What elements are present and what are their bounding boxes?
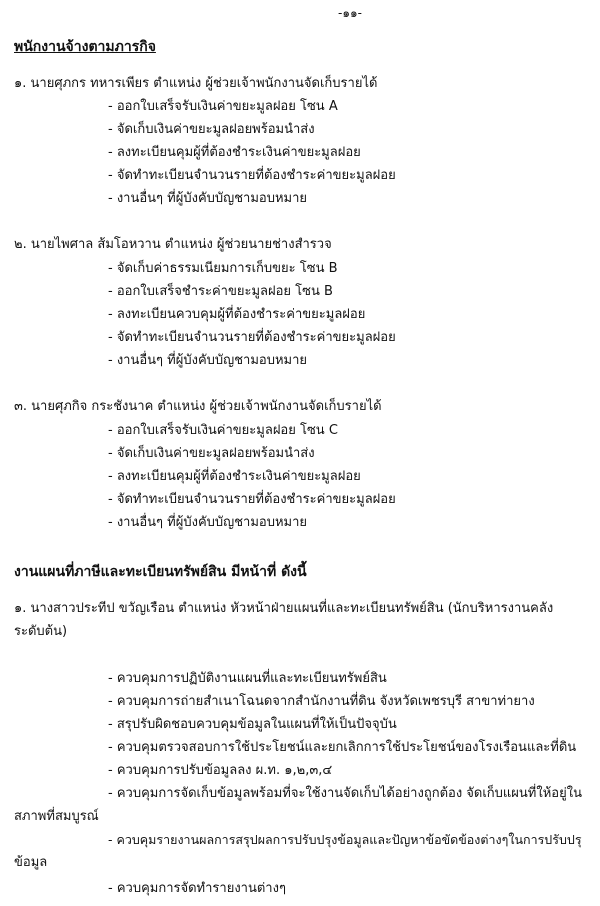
- employee-3-duty-5: - งานอื่นๆ ที่ผู้บังคับบัญชามอบหมาย: [108, 515, 308, 530]
- employee-2-duty-4: - จัดทำทะเบียนจำนวนรายที่ต้องชำระค่าขยะมูลฝอย: [108, 330, 396, 345]
- section2-duty-7: - ควบคุมรายงานผลการสรุปผลการปรับปรุงข้อมูลและปัญหาข้อขัดข้องต่างๆในการปรับปรุ: [108, 832, 582, 847]
- section2-duty-7-cont: ข้อมูล: [14, 855, 48, 870]
- employee-1-duty-4: - จัดทำทะเบียนจำนวนรายที่ต้องชำระค่าขยะมูลฝอย: [108, 168, 396, 183]
- employee-1-duty-5: - งานอื่นๆ ที่ผู้บังคับบัญชามอบหมาย: [108, 191, 308, 206]
- employee-3-duty-4: - จัดทำทะเบียนจำนวนรายที่ต้องชำระค่าขยะมูลฝอย: [108, 492, 396, 507]
- section-heading-contract-staff: พนักงานจ้างตามภารกิจ: [14, 39, 156, 55]
- employee-3-line: ๓. นายศุภกิจ กระชังนาค ตำแหน่ง ผู้ช่วยเจ้าพนักงานจัดเก็บรายได้: [14, 399, 382, 414]
- employee-2-duty-5: - งานอื่นๆ ที่ผู้บังคับบัญชามอบหมาย: [108, 353, 308, 368]
- employee-2-duty-1: - จัดเก็บค่าธรรมเนียมการเก็บขยะ โซน B: [108, 261, 338, 276]
- section2-duty-8: - ควบคุมการจัดทำรายงานต่างๆ: [108, 881, 286, 896]
- employee-3-duty-2: - จัดเก็บเงินค่าขยะมูลฝอยพร้อมนำส่ง: [108, 446, 315, 461]
- page-number: -๑๑-: [338, 6, 362, 20]
- section2-duty-6-cont: สภาพที่สมบูรณ์: [14, 809, 99, 824]
- section2-employee-line-1: ๑. นางสาวประทีป ขวัญเรือน ตำแหน่ง หัวหน้าฝ่ายแผนที่และทะเบียนทรัพย์สิน (นักบริหารงานคลัง: [14, 601, 554, 616]
- employee-3-duty-3: - ลงทะเบียนคุมผู้ที่ต้องชำระเงินค่าขยะมูลฝอย: [108, 469, 361, 484]
- employee-1-line: ๑. นายศุภกร ทหารเพียร ตำแหน่ง ผู้ช่วยเจ้าพนักงานจัดเก็บรายได้: [14, 76, 378, 91]
- section2-duty-5: - ควบคุมการปรับข้อมูลลง ผ.ท. ๑,๒,๓,๔: [108, 763, 333, 778]
- employee-1-duty-1: - ออกใบเสร็จรับเงินค่าขยะมูลฝอย โซน A: [108, 99, 338, 114]
- employee-1-duty-2: - จัดเก็บเงินค่าขยะมูลฝอยพร้อมนำส่ง: [108, 122, 315, 137]
- section2-duty-2: - ควบคุมการถ่ายสำเนาโฉนดจากสำนักงานที่ดิน จังหวัดเพชรบุรี สาขาท่ายาง: [108, 694, 535, 709]
- section-heading-tax-map: งานแผนที่ภาษีและทะเบียนทรัพย์สิน มีหน้าที่ ดังนี้: [14, 564, 307, 580]
- employee-2-duty-3: - ลงทะเบียนควบคุมผู้ที่ต้องชำระค่าขยะมูลฝอย: [108, 307, 366, 322]
- section2-duty-1: - ควบคุมการปฏิบัติงานแผนที่และทะเบียนทรัพย์สิน: [108, 671, 387, 686]
- section2-duty-6: - ควบคุมการจัดเก็บข้อมูลพร้อมที่จะใช้งานจัดเก็บได้อย่างถูกต้อง จัดเก็บแผนที่ให้อยู่ใน: [108, 786, 582, 801]
- section2-duty-4: - ควบคุมตรวจสอบการใช้ประโยชน์และยกเลิกการใช้ประโยชน์ของโรงเรือนและที่ดิน: [108, 740, 577, 755]
- employee-2-duty-2: - ออกใบเสร็จชำระค่าขยะมูลฝอย โซน B: [108, 284, 333, 299]
- section2-employee-line-2: ระดับต้น): [14, 624, 68, 639]
- employee-1-duty-3: - ลงทะเบียนคุมผู้ที่ต้องชำระเงินค่าขยะมูลฝอย: [108, 145, 361, 160]
- employee-2-line: ๒. นายไพศาล ส้มโอหวาน ตำแหน่ง ผู้ช่วยนายช่างสำรวจ: [14, 237, 332, 252]
- section2-duty-3: - สรุปรับผิดชอบควบคุมข้อมูลในแผนที่ให้เป็นปัจจุบัน: [108, 717, 397, 732]
- employee-3-duty-1: - ออกใบเสร็จรับเงินค่าขยะมูลฝอย โซน C: [108, 423, 338, 438]
